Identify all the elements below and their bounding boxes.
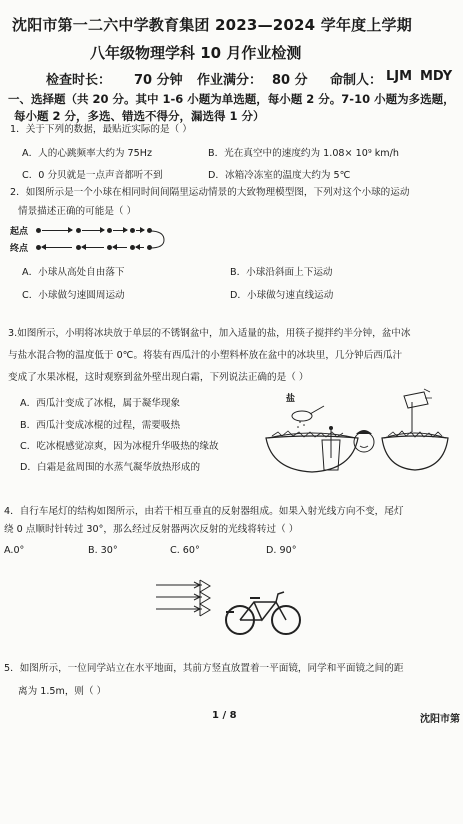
q4-bicycle-figure — [150, 572, 310, 642]
q4-option-c: C. 60° — [170, 545, 200, 556]
ball-dot — [76, 228, 81, 233]
q3-option-d: D．白霜是盆周围的水蒸气凝华放热形成的 — [20, 462, 201, 473]
q2-option-d: D．小球做匀速直线运动 — [230, 290, 334, 301]
exam-title: 沈阳市第一二六中学教育集团 2023—2024 学年度上学期 — [12, 16, 412, 34]
q2-option-a: A．小球从高处自由落下 — [22, 267, 125, 278]
q3-stem-cont: 与盐水混合物的温度低于 0℃。将装有西瓜汁的小塑料杯放在盆中的冰块里，几分钟后西瓜汁 — [8, 350, 403, 361]
q2-stem-cont: 情景描述正确的可能是（ ） — [18, 206, 137, 217]
end-label: 终点 — [10, 244, 29, 254]
author-label: 命制人： — [330, 73, 383, 88]
motion-arrow — [42, 230, 72, 231]
score-label: 作业满分： — [197, 73, 263, 88]
q2-option-b: B．小球沿斜面上下运动 — [230, 267, 333, 278]
q1-option-a: A．人的心跳频率大约为 75Hz — [22, 148, 153, 159]
ball-dot — [36, 228, 41, 233]
section-heading-cont: 每小题 2 分，多选、错选不得分，漏选得 1 分） — [14, 109, 265, 123]
q4-option-d: D. 90° — [266, 545, 297, 556]
ball-dot — [107, 228, 112, 233]
motion-arrow — [82, 247, 104, 248]
exam-subtitle: 八年级物理学科 10 月作业检测 — [90, 44, 302, 62]
q3-stem-cont-2: 变成了水果冰棍，这时观察到盆外壁出现白霜，下列说法正确的是（ ） — [8, 372, 309, 383]
q3-stem: 3.如图所示，小明将冰块放于单层的不锈钢盆中，加入适量的盐，用筷子搅拌约半分钟，盆中冰 — [8, 328, 411, 339]
q4-stem: 4．自行车尾灯的结构如图所示，由若干相互垂直的反射器组成。如果入射光线方向不变，尾灯 — [4, 506, 404, 517]
motion-arrow — [42, 247, 72, 248]
motion-arrow — [136, 230, 144, 231]
motion-arrow — [82, 230, 104, 231]
time-value: 70 分钟 — [134, 73, 183, 88]
turn-arc — [150, 228, 166, 252]
q3-ice-bowl-figure — [262, 388, 452, 478]
motion-arrow — [136, 247, 144, 248]
author-value: LJM — [386, 69, 413, 84]
time-label: 检查时长： — [46, 73, 112, 88]
q2-option-c: C．小球做匀速圆周运动 — [22, 290, 125, 301]
q3-option-b: B．西瓜汁变成冰棍的过程，需要吸热 — [20, 420, 181, 431]
q3-option-c: C．吃冰棍感觉凉爽，因为冰棍升华吸热的缘故 — [20, 441, 219, 452]
q4-stem-cont: 绕 0 点顺时针转过 30°，那么经过反射器两次反射的光线将转过（ ） — [4, 524, 299, 535]
q1-stem: 1．关于下列的数据，最贴近实际的是（ ） — [10, 124, 192, 135]
q5-stem-cont: 离为 1.5m，则（ ） — [18, 686, 107, 697]
q1-option-b: B．光在真空中的速度约为 1.08× 10⁹ km/h — [208, 148, 399, 159]
q4-option-b: B. 30° — [88, 545, 118, 556]
q2-motion-figure — [10, 224, 200, 254]
bicycle-taillight-illustration — [150, 572, 310, 642]
q3-option-a: A．西瓜汁变成了冰棍，属于凝华现象 — [20, 398, 181, 409]
score-value: 80 分 — [272, 73, 308, 88]
ball-dot — [130, 228, 135, 233]
start-label: 起点 — [10, 227, 29, 237]
salt-label: 盐 — [286, 394, 296, 404]
footer-school: 沈阳市第 — [420, 714, 460, 725]
section-heading: 一、选择题（共 20 分。其中 1-6 小题为单选题，每小题 2 分。7-10 小题为多选题， — [8, 92, 455, 106]
author-value-2: MDY — [420, 69, 453, 84]
q1-option-c: C．0 分贝就是一点声音都听不到 — [22, 170, 163, 181]
motion-arrow — [113, 247, 127, 248]
q4-option-a: A.0° — [4, 545, 25, 556]
q5-stem: 5．如图所示，一位同学站立在水平地面，其前方竖直放置着一平面镜，同学和平面镜之间的距 — [4, 663, 404, 674]
q1-option-d: D．冰箱冷冻室的温度大约为 5℃ — [208, 170, 351, 181]
q2-stem: 2．如图所示是一个小球在相同时间间隔里运动情景的大致物理模型图，下列对这个小球的运动 — [10, 187, 410, 198]
page-number: 1 / 8 — [212, 710, 237, 721]
motion-arrow — [113, 230, 127, 231]
